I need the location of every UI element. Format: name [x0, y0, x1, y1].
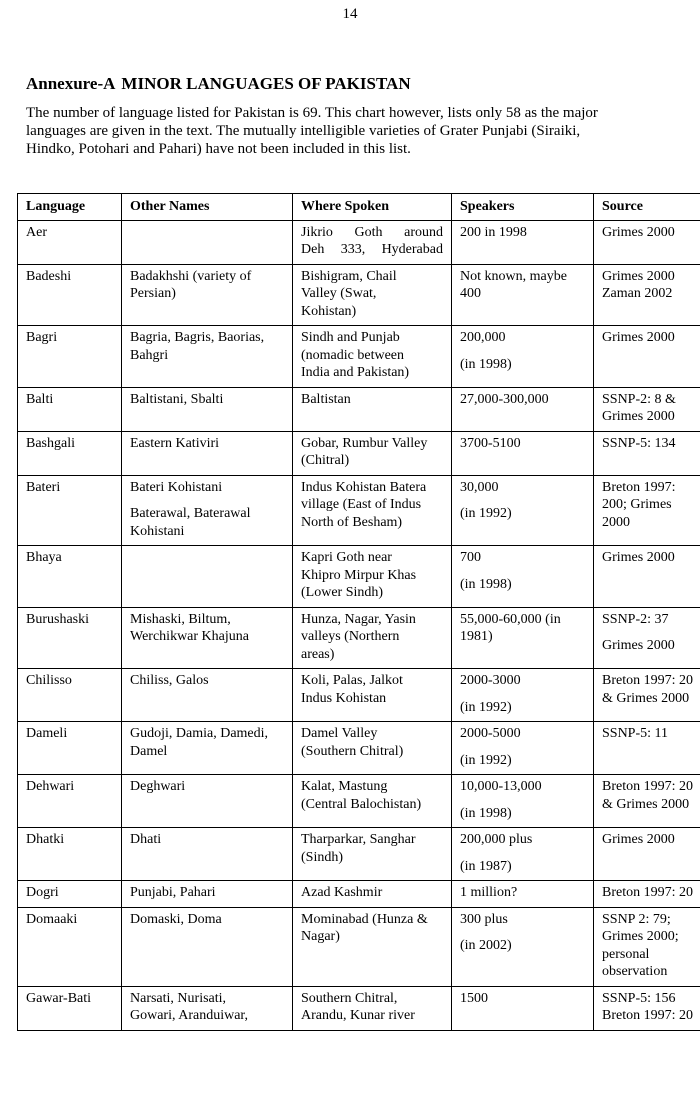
source-line: SSNP 2: 79;	[602, 911, 671, 927]
source-line: Breton 1997: 20	[602, 779, 693, 794]
language-name: Dogri	[26, 885, 59, 900]
where-spoken-line: Arandu, Kunar river	[301, 1008, 415, 1023]
other-name-line: Damel	[130, 743, 168, 759]
cell-where-spoken	[293, 546, 452, 608]
cell-speakers	[452, 607, 594, 669]
intro-line: The number of language listed for Pakistan is 69. This chart however, lists only 58 as the major	[26, 105, 598, 121]
cell-source	[594, 546, 700, 608]
where-spoken-line: Khipro Mirpur Khas	[301, 567, 417, 583]
source-line: Breton 1997:	[602, 479, 676, 495]
cell-language	[18, 722, 122, 775]
other-name-line: Eastern Kativiri	[130, 435, 220, 451]
other-name-line: Punjabi, Pahari	[130, 885, 216, 900]
where-spoken-line: Mominabad (Hunza &	[301, 911, 428, 927]
cell-speakers	[452, 722, 594, 775]
speakers-line: 10,000-13,000	[460, 779, 542, 794]
source-line: 200; Grimes	[602, 497, 672, 512]
speakers-line: 1500	[460, 990, 488, 1006]
annexure-title: MINOR LANGUAGES OF PAKISTAN	[121, 74, 411, 93]
speakers-year: (in 1998)	[460, 356, 512, 372]
cell-speakers	[452, 546, 594, 608]
speakers-line: 200 in 1998	[460, 224, 527, 240]
page-number: 14	[342, 6, 358, 22]
other-name-line: Gowari, Aranduiwar,	[130, 1008, 249, 1023]
cell-speakers	[452, 907, 594, 986]
source-group	[602, 637, 700, 655]
cell-language	[18, 881, 122, 908]
cell-other-names	[122, 669, 293, 722]
language-name: Burushaski	[26, 611, 89, 627]
where-spoken-line: (Sindh)	[301, 849, 343, 865]
cell-speakers	[452, 775, 594, 828]
where-spoken-line: (Central Balochistan)	[301, 796, 422, 812]
language-name: Bateri	[26, 479, 61, 495]
source-line: SSNP-2: 37	[602, 611, 669, 627]
language-name: Dameli	[26, 726, 68, 741]
cell-speakers	[452, 881, 594, 908]
languages-table	[17, 193, 700, 1031]
cell-source	[594, 475, 700, 546]
source-line: SSNP-5: 156	[602, 990, 676, 1006]
where-spoken-line: Hunza, Nagar, Yasin	[301, 611, 416, 627]
where-spoken-line: Nagar)	[301, 929, 340, 944]
other-name-group	[130, 505, 284, 540]
speakers-line: 300 plus	[460, 911, 508, 927]
table-row	[18, 431, 700, 475]
other-name-line: Narsati, Nurisati,	[130, 990, 227, 1006]
cell-source	[594, 607, 700, 669]
speakers-line: 55,000-60,000 (in	[460, 611, 561, 627]
source-line: 2000	[602, 514, 630, 530]
cell-other-names	[122, 326, 293, 388]
table-header-row	[18, 194, 700, 221]
cell-language	[18, 475, 122, 546]
speakers-year: (in 1998)	[460, 576, 512, 592]
where-spoken-line: Damel Valley	[301, 726, 378, 741]
language-name: Badeshi	[26, 268, 72, 284]
cell-speakers	[452, 264, 594, 326]
table-row	[18, 828, 700, 881]
where-spoken-line: Kohistan)	[301, 303, 357, 319]
intro-line: languages are given in the text. The mutually intelligible varieties of Grater Punjabi (Siraiki,	[26, 123, 581, 139]
speakers-year: (in 1992)	[460, 752, 512, 768]
table-row	[18, 220, 700, 264]
where-spoken-line: Bishigram, Chail	[301, 268, 397, 284]
cell-other-names	[122, 387, 293, 431]
where-spoken-line: valleys (Northern	[301, 629, 400, 644]
other-name-line: Badakhshi (variety of	[130, 268, 252, 284]
table-row	[18, 475, 700, 546]
cell-where-spoken	[293, 722, 452, 775]
speakers-line: 3700-5100	[460, 435, 521, 451]
source-line: personal	[602, 946, 650, 962]
cell-source	[594, 669, 700, 722]
table-row	[18, 669, 700, 722]
cell-source	[594, 431, 700, 475]
language-name: Bashgali	[26, 435, 75, 451]
source-line: Grimes 2000	[602, 268, 675, 284]
table-row	[18, 607, 700, 669]
where-spoken-line: Kalat, Mastung	[301, 779, 388, 794]
where-spoken-line: Baltistan	[301, 391, 351, 407]
language-name: Aer	[26, 224, 47, 240]
cell-source	[594, 220, 700, 264]
cell-where-spoken	[293, 881, 452, 908]
language-name: Dehwari	[26, 779, 75, 794]
speakers-line: 2000-5000	[460, 726, 521, 741]
other-name-line: Kohistani	[130, 523, 185, 539]
source-line: Breton 1997: 20	[602, 885, 693, 900]
cell-language	[18, 907, 122, 986]
other-name-line: Deghwari	[130, 779, 186, 794]
column-header-other-names: Other Names	[122, 194, 293, 221]
cell-other-names	[122, 475, 293, 546]
other-name-line: Baterawal, Baterawal	[130, 506, 251, 521]
cell-where-spoken	[293, 264, 452, 326]
cell-where-spoken	[293, 387, 452, 431]
cell-speakers	[452, 986, 594, 1030]
cell-source	[594, 881, 700, 908]
source-line: Grimes 2000	[602, 832, 675, 847]
annexure-label: Annexure-A	[26, 74, 116, 93]
speakers-line: 1 million?	[460, 885, 518, 900]
where-spoken-line: Gobar, Rumbur Valley	[301, 435, 428, 451]
cell-language	[18, 986, 122, 1030]
cell-language	[18, 387, 122, 431]
cell-language	[18, 326, 122, 388]
speakers-year: (in 1998)	[460, 805, 512, 821]
other-name-line: Chiliss, Galos	[130, 673, 209, 688]
speakers-year: (in 1987)	[460, 858, 512, 874]
where-spoken-line: Jikrio Goth around	[301, 224, 443, 240]
cell-where-spoken	[293, 669, 452, 722]
source-line: & Grimes 2000	[602, 690, 690, 706]
cell-source	[594, 326, 700, 388]
where-spoken-line: Valley (Swat,	[301, 286, 377, 301]
language-name: Chilisso	[26, 673, 72, 688]
other-name-line: Bagria, Bagris, Baorias,	[130, 330, 265, 345]
language-name: Gawar-Bati	[26, 990, 92, 1006]
other-name-line: Dhati	[130, 832, 162, 847]
other-name-line: Baltistani, Sbalti	[130, 391, 224, 407]
cell-language	[18, 546, 122, 608]
cell-other-names	[122, 722, 293, 775]
table-body	[18, 220, 700, 1030]
cell-other-names	[122, 986, 293, 1030]
cell-language	[18, 607, 122, 669]
speakers-line: 200,000	[460, 330, 506, 345]
cell-source	[594, 722, 700, 775]
cell-where-spoken	[293, 475, 452, 546]
language-name: Dhatki	[26, 832, 65, 847]
cell-where-spoken	[293, 986, 452, 1030]
other-name-line: Mishaski, Biltum,	[130, 611, 231, 627]
cell-source	[594, 387, 700, 431]
where-spoken-line: (Southern Chitral)	[301, 743, 404, 759]
speakers-year: (in 1992)	[460, 506, 512, 521]
table-row	[18, 546, 700, 608]
cell-other-names	[122, 546, 293, 608]
speakers-year: (in 1992)	[460, 699, 512, 715]
speakers-line: 400	[460, 286, 481, 301]
other-name-line: Gudoji, Damia, Damedi,	[130, 726, 269, 741]
annexure-heading	[26, 74, 411, 94]
where-spoken-line: Indus Kohistan Batera	[301, 479, 427, 495]
where-spoken-line: (Chitral)	[301, 453, 350, 468]
table-row	[18, 387, 700, 431]
where-spoken-line: Kapri Goth near	[301, 550, 392, 565]
other-name-line: Werchikwar Khajuna	[130, 629, 249, 644]
speakers-line: 30,000	[460, 479, 499, 495]
table-row	[18, 326, 700, 388]
speakers-line: 27,000-300,000	[460, 391, 549, 407]
where-spoken-line: Koli, Palas, Jalkot	[301, 673, 403, 688]
where-spoken-line: Southern Chitral,	[301, 990, 398, 1006]
speakers-line: Not known, maybe	[460, 268, 567, 284]
other-name-line: Domaski, Doma	[130, 911, 222, 927]
speakers-line: 200,000 plus	[460, 832, 533, 847]
source-line: Grimes 2000	[602, 550, 675, 565]
table-row	[18, 775, 700, 828]
cell-speakers	[452, 475, 594, 546]
speakers-line: 700	[460, 550, 481, 565]
where-spoken-line: areas)	[301, 646, 335, 662]
language-name: Bagri	[26, 330, 58, 345]
cell-where-spoken	[293, 326, 452, 388]
cell-speakers	[452, 828, 594, 881]
cell-speakers	[452, 387, 594, 431]
cell-other-names	[122, 828, 293, 881]
source-line: SSNP-5: 134	[602, 435, 676, 451]
cell-other-names	[122, 907, 293, 986]
column-header-source: Source	[594, 194, 700, 221]
source-line: Grimes 2000	[602, 409, 675, 424]
column-header-language: Language	[18, 194, 122, 221]
where-spoken-line: Tharparkar, Sanghar	[301, 832, 416, 847]
table-row	[18, 907, 700, 986]
cell-source	[594, 828, 700, 881]
cell-language	[18, 828, 122, 881]
cell-other-names	[122, 607, 293, 669]
language-name: Balti	[26, 391, 54, 407]
cell-where-spoken	[293, 607, 452, 669]
table-row	[18, 722, 700, 775]
cell-language	[18, 264, 122, 326]
cell-speakers	[452, 669, 594, 722]
cell-language	[18, 669, 122, 722]
where-spoken-line: (nomadic between	[301, 347, 405, 363]
cell-other-names	[122, 431, 293, 475]
where-spoken-line: North of Besham)	[301, 514, 403, 530]
source-line: SSNP-5: 11	[602, 726, 669, 741]
table-row	[18, 986, 700, 1030]
other-name-line: Persian)	[130, 286, 176, 301]
speakers-line: 2000-3000	[460, 673, 521, 688]
column-header-speakers: Speakers	[452, 194, 594, 221]
source-line: Grimes 2000	[602, 224, 675, 240]
cell-where-spoken	[293, 775, 452, 828]
where-spoken-line: Deh 333, Hyderabad	[301, 242, 443, 257]
cell-where-spoken	[293, 220, 452, 264]
intro-paragraph	[26, 104, 696, 158]
speakers-year: (in 2002)	[460, 938, 512, 953]
table-row	[18, 881, 700, 908]
language-name: Bhaya	[26, 550, 62, 565]
where-spoken-line: village (East of Indus	[301, 497, 422, 512]
cell-other-names	[122, 881, 293, 908]
source-line: & Grimes 2000	[602, 796, 690, 812]
source-line: Grimes 2000	[602, 330, 675, 345]
language-name: Domaaki	[26, 911, 78, 927]
source-line: Grimes 2000;	[602, 929, 679, 944]
cell-language	[18, 775, 122, 828]
cell-other-names	[122, 264, 293, 326]
column-header-where-spoken: Where Spoken	[293, 194, 452, 221]
cell-where-spoken	[293, 828, 452, 881]
source-line: Zaman 2002	[602, 286, 673, 301]
where-spoken-line: Azad Kashmir	[301, 885, 383, 900]
cell-language	[18, 431, 122, 475]
other-name-line: Bahgri	[130, 347, 169, 363]
cell-where-spoken	[293, 907, 452, 986]
speakers-line: 1981)	[460, 629, 493, 644]
cell-speakers	[452, 326, 594, 388]
intro-line: Hindko, Potohari and Pahari) have not been included in this list.	[26, 141, 411, 157]
where-spoken-line: Sindh and Punjab	[301, 330, 400, 345]
cell-other-names	[122, 775, 293, 828]
cell-source	[594, 986, 700, 1030]
cell-source	[594, 264, 700, 326]
cell-language	[18, 220, 122, 264]
source-line: observation	[602, 964, 668, 979]
cell-other-names	[122, 220, 293, 264]
cell-source	[594, 775, 700, 828]
cell-speakers	[452, 431, 594, 475]
cell-speakers	[452, 220, 594, 264]
source-line: Grimes 2000	[602, 638, 675, 653]
table-row	[18, 264, 700, 326]
where-spoken-line: (Lower Sindh)	[301, 585, 384, 600]
cell-source	[594, 907, 700, 986]
source-line: Breton 1997: 20	[602, 1008, 693, 1023]
source-line: SSNP-2: 8 &	[602, 391, 676, 407]
where-spoken-line: Indus Kohistan	[301, 690, 387, 706]
source-line: Breton 1997: 20	[602, 673, 693, 688]
cell-where-spoken	[293, 431, 452, 475]
where-spoken-line: India and Pakistan)	[301, 365, 410, 380]
other-name-line: Bateri Kohistani	[130, 479, 223, 495]
